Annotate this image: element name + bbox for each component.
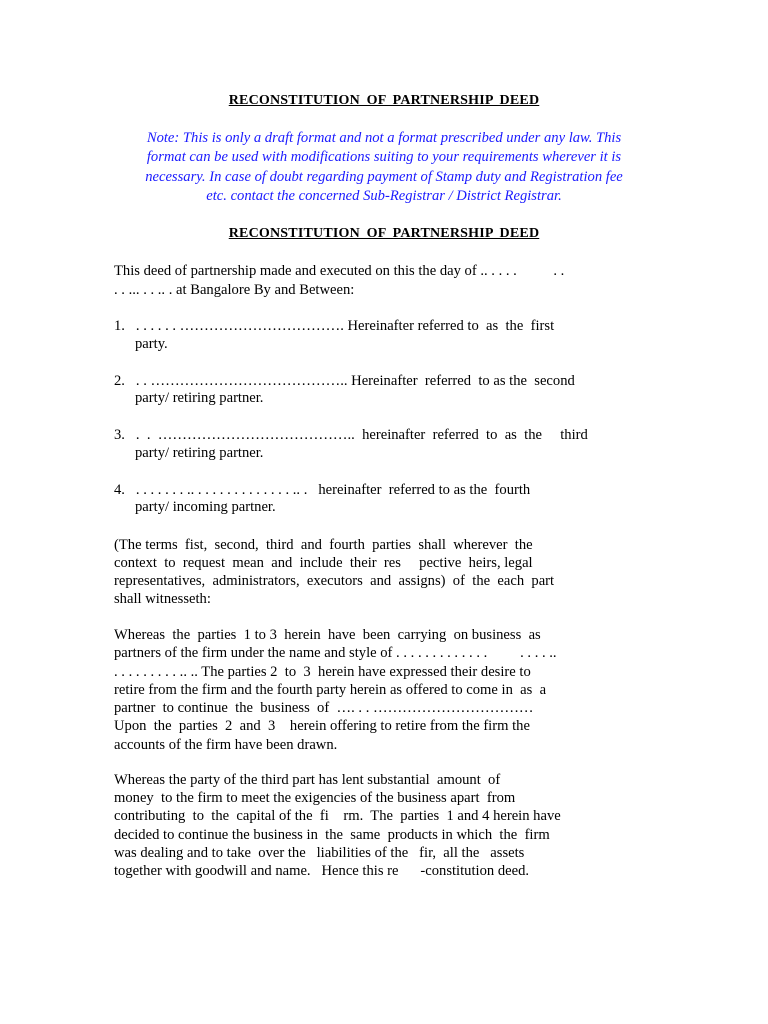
- party-4-role: party/ incoming partner.: [135, 499, 276, 515]
- whereas-2-line: contributing to the capital of the fi rm. The parties 1 and 4 herein have: [114, 808, 561, 824]
- terms-line: representatives, administrators, executors and assigns) of the each part: [114, 573, 555, 589]
- party-3-role: party/ retiring partner.: [135, 445, 264, 461]
- whereas-1-line: Whereas the parties 1 to 3 herein have been carrying on business as: [114, 627, 541, 643]
- whereas-1-line: . . . . . . . . . .. .. The parties 2 to 3 herein have expressed their desire to: [114, 664, 531, 680]
- draft-note: [112, 129, 656, 206]
- whereas-2-line: Whereas the party of the third part has lent substantial amount of: [114, 772, 501, 788]
- intro-line: This deed of partnership made and executed on this the day of .. . . . . . .: [114, 263, 565, 279]
- party-1-line: 1. . . . . . . ……………………………. Hereinafter referred to as the first: [114, 318, 555, 334]
- terms-line: (The terms fist, second, third and fourth parties shall wherever the: [114, 537, 533, 553]
- whereas-1-line: accounts of the firm have been drawn.: [114, 737, 338, 753]
- party-1-role: party.: [135, 336, 168, 352]
- note-line: etc. contact the concerned Sub-Registrar / District Registrar.: [206, 187, 562, 204]
- note-line: format can be used with modifications suiting to your requirements wherever it is: [146, 149, 622, 166]
- whereas-1-line: Upon the parties 2 and 3 herein offering to retire from the firm the: [114, 718, 530, 734]
- whereas-2-line: was dealing and to take over the liabilities of the fir, all the assets: [114, 845, 525, 861]
- whereas-1-line: retire from the firm and the fourth party herein as offered to come in as a: [114, 682, 547, 698]
- terms-line: context to request mean and include their res pective heirs, legal: [114, 555, 533, 571]
- party-3-line: 3. . . ………………………………….. hereinafter referred to as the third: [114, 427, 588, 443]
- party-2-role: party/ retiring partner.: [135, 390, 264, 406]
- whereas-1-line: partners of the firm under the name and style of . . . . . . . . . . . . . . . . . ..: [114, 645, 557, 661]
- whereas-1-line: partner to continue the business of …. . . ……………………………: [114, 700, 534, 716]
- terms-line: shall witnesseth:: [114, 591, 211, 607]
- whereas-2-line: decided to continue the business in the same products in which the firm: [114, 827, 550, 843]
- whereas-2-line: money to the firm to meet the exigencies of the business apart from: [114, 790, 516, 806]
- document-title: RECONSTITUTION OF PARTNERSHIP DEED: [228, 93, 540, 108]
- party-2-line: 2. . . ………………………………….. Hereinafter referred to as the second: [114, 373, 575, 389]
- party-4-line: 4. . . . . . . . .. . . . . . . . . . . . . . .. . hereinafter referred to as the fourth: [114, 482, 531, 498]
- whereas-2-line: together with goodwill and name. Hence this re -constitution deed.: [114, 863, 530, 879]
- intro-line: . . ... . . .. . at Bangalore By and Between:: [114, 282, 355, 298]
- document-subtitle: RECONSTITUTION OF PARTNERSHIP DEED: [228, 226, 540, 241]
- note-line: Note: This is only a draft format and not a format prescribed under any law. This: [146, 130, 622, 146]
- note-line: necessary. In case of doubt regarding payment of Stamp duty and Registration fee: [145, 168, 623, 185]
